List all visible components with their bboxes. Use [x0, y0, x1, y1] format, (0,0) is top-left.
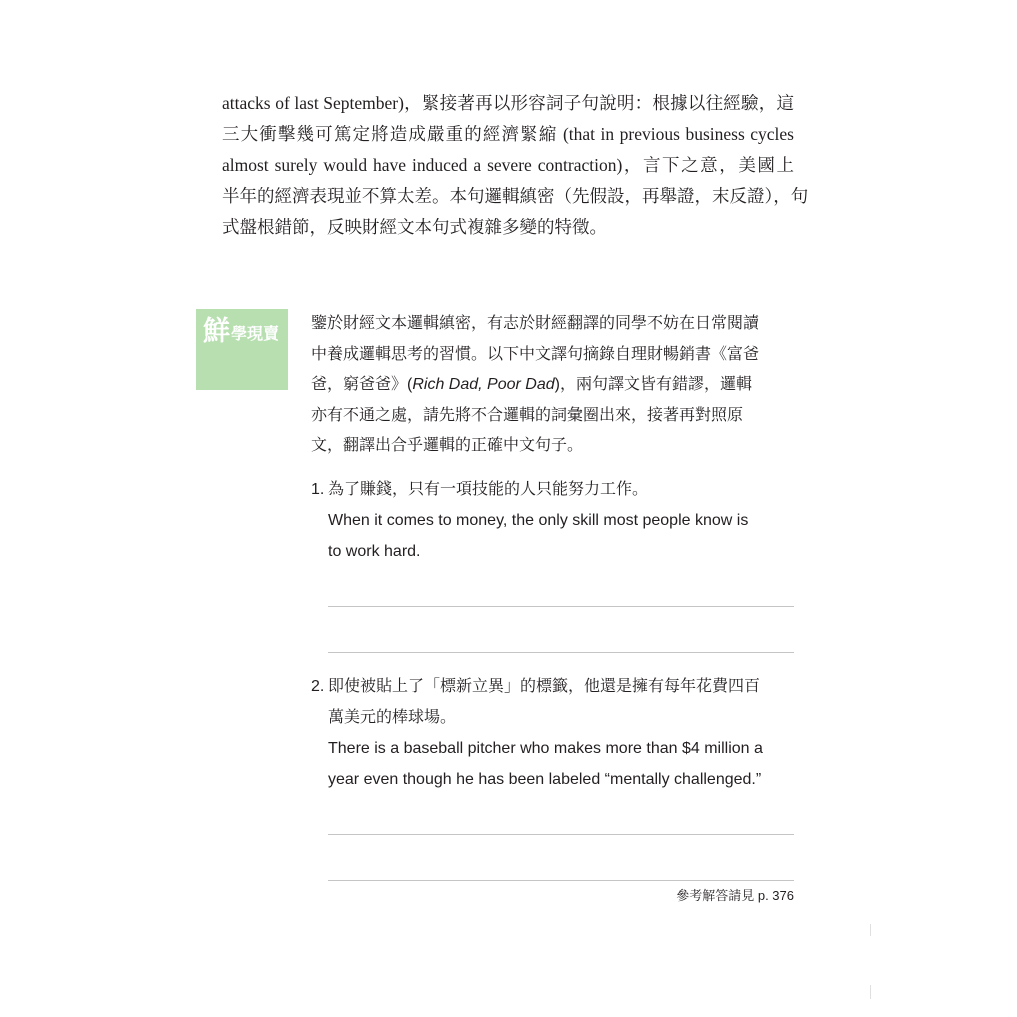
answer-line[interactable]: [328, 606, 794, 607]
answer-line[interactable]: [328, 880, 794, 881]
instruction-line: 亦有不通之處，請先將不合邏輯的詞彙圈出來，接著再對照原: [311, 406, 744, 424]
page-edge-mark: [870, 985, 871, 999]
en-line: There is a baseball pitcher who makes more than $4 million a: [328, 739, 763, 757]
en-line: to work hard.: [328, 542, 421, 560]
intro-paragraph: [222, 88, 809, 243]
en-line: year even though he has been labeled “mentally challenged.”: [328, 770, 762, 788]
section-label: [196, 309, 288, 390]
book-title: Rich Dad, Poor Dad: [412, 376, 555, 393]
page-edge-mark: [870, 924, 871, 936]
intro-line: 式盤根錯節，反映財經文本句式複雜多變的特徵。: [222, 217, 607, 237]
intro-line: almost surely would have induced a severe contraction)，言下之意，美國上: [222, 155, 794, 175]
item-number: 1.: [311, 480, 325, 498]
section-label-big: 鮮: [203, 316, 230, 347]
zh-line: 為了賺錢，只有一項技能的人只能努力工作。: [328, 480, 649, 498]
answer-line[interactable]: [328, 834, 794, 835]
exercise-instructions: [311, 309, 794, 462]
instruction-text: )，兩句譯文皆有錯謬，邏輯: [554, 376, 752, 393]
instruction-line: 中養成邏輯思考的習慣。以下中文譯句摘錄自理財暢銷書《富爸: [311, 345, 760, 363]
intro-line: 半年的經濟表現並不算太差。本句邏輯縝密（先假設，再舉證，末反證），句: [222, 186, 809, 206]
intro-line: attacks of last September)，緊接著再以形容詞子句說明：根據以往經驗，這: [222, 93, 794, 113]
instruction-line: 鑒於財經文本邏輯縝密，有志於財經翻譯的同學不妨在日常閱讀: [311, 315, 760, 332]
exercise-item-1: [311, 474, 794, 653]
exercise-section: [311, 309, 794, 881]
item-chinese-translation: [328, 474, 794, 505]
item-chinese-translation: [328, 671, 794, 733]
intro-line: 三大衝擊幾可篤定將造成嚴重的經濟緊縮 (that in previous business cycles: [222, 124, 794, 144]
zh-line: 萬美元的棒球場。: [328, 708, 457, 726]
item-number: 2.: [311, 677, 325, 695]
instruction-line: [311, 370, 794, 401]
section-label-small: 學現賣: [231, 324, 280, 343]
en-line: When it comes to money, the only skill most people know is: [328, 511, 749, 529]
exercise-item-2: [311, 671, 794, 881]
answer-line[interactable]: [328, 652, 794, 653]
item-english-original: [328, 505, 794, 567]
zh-line: 即使被貼上了「標新立異」的標籤，他還是擁有每年花費四百: [328, 677, 761, 695]
instruction-text: 爸，窮爸爸》(: [311, 376, 413, 393]
item-english-original: [328, 733, 794, 795]
instruction-line: 文，翻譯出合乎邏輯的正確中文句子。: [311, 437, 584, 454]
answer-reference: 參考解答請見 p. 376: [676, 888, 794, 903]
